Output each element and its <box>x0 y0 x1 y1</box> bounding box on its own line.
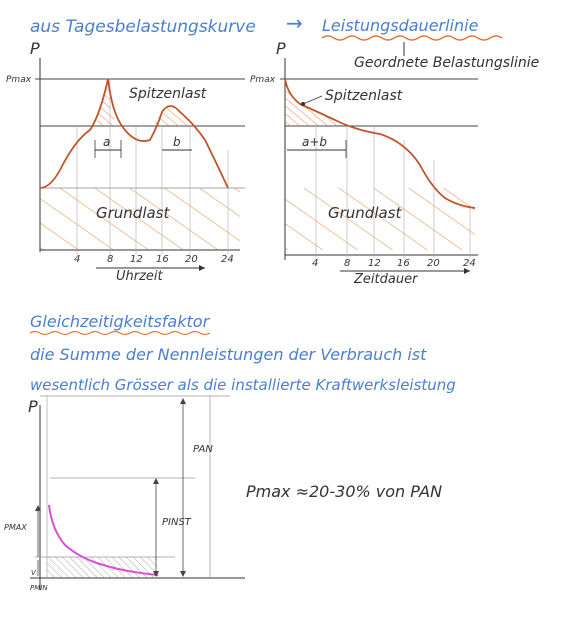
bottom-pan-arrowhead-top <box>180 398 186 404</box>
bottom-pan-label: PAN <box>193 444 213 455</box>
header-note: Geordnete Belastungslinie <box>354 55 540 71</box>
bottom-pinst-label: PINST <box>162 517 191 528</box>
left-x-title-arrowhead <box>199 265 205 271</box>
left-x-title: Uhrzeit <box>116 269 163 284</box>
left-peak1-hatch <box>96 79 120 126</box>
left-x-tick: 20 <box>185 254 198 265</box>
header-left-text: aus Tagesbelastungskurve <box>30 17 256 37</box>
header-right-text: Leistungsdauerlinie <box>322 16 479 35</box>
bottom-pmax-label: PMAX <box>4 523 27 532</box>
left-peak-label: Spitzenlast <box>129 86 207 102</box>
right-y-label: P <box>276 39 286 58</box>
right-x-tick: 20 <box>427 258 440 269</box>
left-x-tick: 4 <box>74 254 81 265</box>
bottom-base-hatch <box>47 557 157 578</box>
left-y-label: P <box>30 39 40 58</box>
header-right-underline <box>322 36 502 40</box>
right-x-tick: 24 <box>463 258 476 269</box>
right-peak-pointer <box>303 96 322 104</box>
diagram-bottom <box>4 396 442 592</box>
diagram-left <box>6 39 245 284</box>
diagram-right <box>250 39 478 287</box>
bottom-pmin-label: PMIN <box>30 584 48 592</box>
bottom-pinst-arrowhead-top <box>153 478 159 484</box>
left-x-tick: 16 <box>156 254 169 265</box>
left-dim-a-label: a <box>103 135 111 149</box>
left-x-tick: 24 <box>221 254 234 265</box>
left-x-tick: 12 <box>130 254 143 265</box>
right-base-label: Grundlast <box>328 204 402 222</box>
right-x-title: Zeitdauer <box>354 272 418 287</box>
left-base-label: Grundlast <box>96 204 170 222</box>
right-x-tick: 4 <box>312 258 319 269</box>
header-arrow: → <box>286 11 303 35</box>
section2-line1: die Summe der Nennleistungen der Verbrauch ist <box>30 345 427 364</box>
right-pmax-label: Pmax <box>250 75 276 85</box>
bottom-pan-arrowhead-bot <box>180 571 186 577</box>
left-x-tick: 8 <box>107 254 114 265</box>
section2-title-underline <box>30 332 210 335</box>
right-peak-label: Spitzenlast <box>325 88 403 104</box>
section2-title: Gleichzeitigkeitsfaktor <box>30 312 210 331</box>
bottom-formula: Pmax ≈20-30% von PAN <box>246 482 443 501</box>
bottom-v-label: V <box>31 569 36 577</box>
right-dim-ab-label: a+b <box>302 135 328 149</box>
right-x-tick: 8 <box>344 258 351 269</box>
left-dim-b-label: b <box>173 135 181 149</box>
section2-line2: wesentlich Grösser als die installierte Kraftwerksleistung <box>30 376 456 394</box>
bottom-y-label: P <box>28 397 38 416</box>
right-x-tick: 12 <box>368 258 381 269</box>
left-pmax-label: Pmax <box>6 75 32 85</box>
right-x-tick: 16 <box>397 258 410 269</box>
